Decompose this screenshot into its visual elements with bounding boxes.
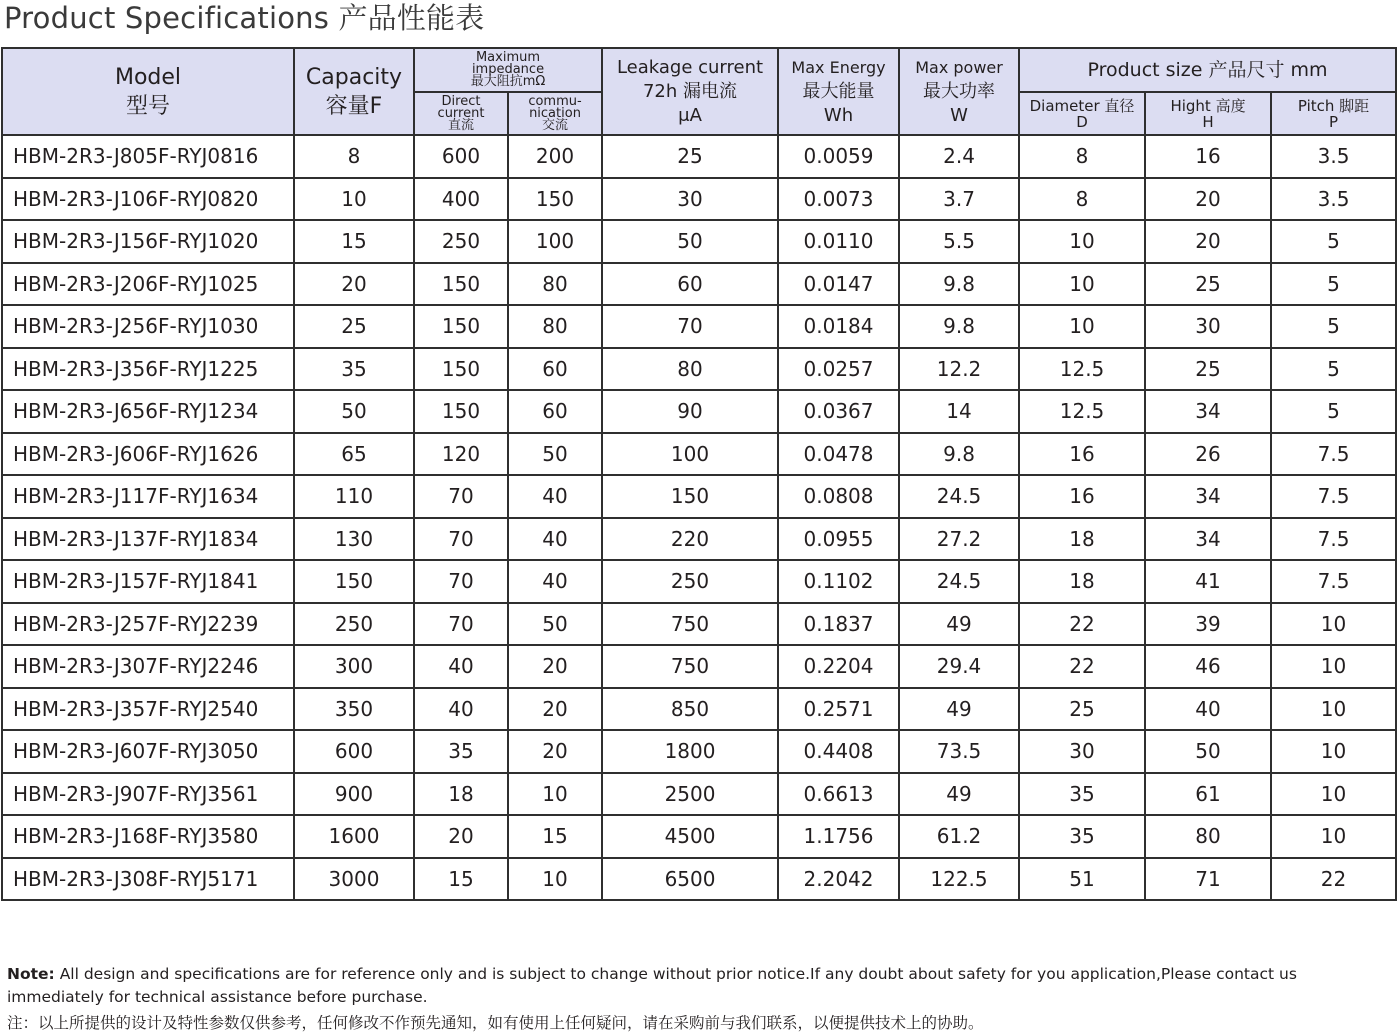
cell-capacity: 1600 — [294, 815, 414, 858]
cell-model: HBM-2R3-J106F-RYJ0820 — [2, 178, 294, 221]
cell-model: HBM-2R3-J907F-RYJ3561 — [2, 773, 294, 816]
cell-energy: 0.0110 — [778, 220, 899, 263]
cell-capacity: 300 — [294, 645, 414, 688]
cell-energy: 0.4408 — [778, 730, 899, 773]
header-leakage-cn: 72h 漏电流 — [642, 80, 738, 102]
cell-impedance-ac: 10 — [508, 858, 602, 901]
header-height-symbol: H — [1202, 112, 1214, 131]
cell-impedance-dc: 40 — [414, 645, 508, 688]
page-title: Product Specifications 产品性能表 — [4, 1, 485, 35]
cell-pitch: 7.5 — [1271, 518, 1396, 561]
spec-table — [1, 47, 1397, 901]
cell-energy: 0.0257 — [778, 348, 899, 391]
header-height-label: Hight 高度 — [1170, 96, 1246, 115]
cell-diameter: 18 — [1019, 518, 1145, 561]
table-row — [2, 815, 1396, 858]
cell-capacity: 600 — [294, 730, 414, 773]
table-row — [2, 433, 1396, 476]
cell-capacity: 110 — [294, 475, 414, 518]
cell-impedance-ac: 20 — [508, 688, 602, 731]
cell-power: 9.8 — [899, 263, 1019, 306]
cell-diameter: 18 — [1019, 560, 1145, 603]
cell-capacity: 10 — [294, 178, 414, 221]
cell-model: HBM-2R3-J307F-RYJ2246 — [2, 645, 294, 688]
cell-capacity: 8 — [294, 135, 414, 178]
cell-impedance-dc: 600 — [414, 135, 508, 178]
cell-model: HBM-2R3-J256F-RYJ1030 — [2, 305, 294, 348]
table-row — [2, 518, 1396, 561]
cell-energy: 0.2571 — [778, 688, 899, 731]
cell-impedance-dc: 70 — [414, 475, 508, 518]
cell-diameter: 16 — [1019, 433, 1145, 476]
cell-power: 27.2 — [899, 518, 1019, 561]
table-row — [2, 305, 1396, 348]
header-impedance — [414, 48, 602, 92]
cell-capacity: 65 — [294, 433, 414, 476]
cell-diameter: 22 — [1019, 645, 1145, 688]
cell-impedance-dc: 250 — [414, 220, 508, 263]
table-row — [2, 688, 1396, 731]
header-model-cn: 型号 — [125, 93, 170, 119]
cell-model: HBM-2R3-J606F-RYJ1626 — [2, 433, 294, 476]
cell-pitch: 10 — [1271, 645, 1396, 688]
cell-pitch: 7.5 — [1271, 433, 1396, 476]
cell-impedance-dc: 70 — [414, 560, 508, 603]
cell-diameter: 10 — [1019, 220, 1145, 263]
cell-model: HBM-2R3-J137F-RYJ1834 — [2, 518, 294, 561]
cell-pitch: 5 — [1271, 305, 1396, 348]
cell-impedance-dc: 400 — [414, 178, 508, 221]
header-leakage-unit: μA — [678, 104, 702, 126]
cell-capacity: 35 — [294, 348, 414, 391]
note-text-en: All design and specifications are for reference only and is subject to change without prior notice.If any doubt about safety for you application,Please contact us immediately for technical assistance before purchase. — [7, 965, 1297, 1006]
header-pitch-label: Pitch 脚距 — [1297, 96, 1370, 115]
cell-power: 9.8 — [899, 433, 1019, 476]
cell-energy: 0.2204 — [778, 645, 899, 688]
table-row — [2, 858, 1396, 901]
cell-pitch: 10 — [1271, 773, 1396, 816]
header-power — [899, 48, 1019, 135]
cell-diameter: 8 — [1019, 135, 1145, 178]
cell-model: HBM-2R3-J357F-RYJ2540 — [2, 688, 294, 731]
header-diameter — [1019, 92, 1145, 135]
cell-height: 26 — [1145, 433, 1271, 476]
cell-height: 39 — [1145, 603, 1271, 646]
header-impedance-dc — [414, 92, 508, 135]
cell-height: 34 — [1145, 518, 1271, 561]
header-pitch — [1271, 92, 1396, 135]
header-product-size — [1019, 48, 1396, 92]
cell-power: 24.5 — [899, 475, 1019, 518]
cell-impedance-ac: 60 — [508, 390, 602, 433]
cell-impedance-ac: 20 — [508, 645, 602, 688]
cell-height: 34 — [1145, 390, 1271, 433]
cell-pitch: 5 — [1271, 220, 1396, 263]
cell-capacity: 900 — [294, 773, 414, 816]
header-dc-line2: current — [437, 105, 485, 121]
cell-power: 49 — [899, 603, 1019, 646]
cell-power: 5.5 — [899, 220, 1019, 263]
cell-pitch: 3.5 — [1271, 178, 1396, 221]
header-energy — [778, 48, 899, 135]
cell-power: 122.5 — [899, 858, 1019, 901]
cell-pitch: 5 — [1271, 263, 1396, 306]
cell-capacity: 50 — [294, 390, 414, 433]
cell-leakage: 30 — [602, 178, 778, 221]
cell-power: 61.2 — [899, 815, 1019, 858]
cell-leakage: 2500 — [602, 773, 778, 816]
cell-capacity: 25 — [294, 305, 414, 348]
table-row — [2, 475, 1396, 518]
cell-height: 80 — [1145, 815, 1271, 858]
cell-impedance-dc: 150 — [414, 348, 508, 391]
cell-diameter: 51 — [1019, 858, 1145, 901]
cell-height: 20 — [1145, 220, 1271, 263]
cell-power: 49 — [899, 773, 1019, 816]
cell-leakage: 750 — [602, 645, 778, 688]
cell-energy: 1.1756 — [778, 815, 899, 858]
cell-pitch: 10 — [1271, 730, 1396, 773]
table-row — [2, 178, 1396, 221]
cell-pitch: 7.5 — [1271, 475, 1396, 518]
header-energy-en: Max Energy — [791, 57, 886, 77]
header-diameter-label: Diameter 直径 — [1029, 96, 1135, 115]
cell-impedance-ac: 150 — [508, 178, 602, 221]
header-leakage-en: Leakage current — [616, 56, 764, 78]
cell-impedance-ac: 40 — [508, 475, 602, 518]
cell-energy: 0.0059 — [778, 135, 899, 178]
cell-leakage: 750 — [602, 603, 778, 646]
header-ac-line2: nication — [529, 105, 581, 121]
cell-impedance-ac: 10 — [508, 773, 602, 816]
header-diameter-symbol: D — [1076, 112, 1088, 131]
cell-leakage: 50 — [602, 220, 778, 263]
cell-energy: 0.0808 — [778, 475, 899, 518]
cell-pitch: 22 — [1271, 858, 1396, 901]
header-model-en: Model — [114, 64, 182, 90]
cell-energy: 0.0478 — [778, 433, 899, 476]
note-label: Note: — [7, 965, 55, 983]
table-row — [2, 645, 1396, 688]
header-impedance-line3: 最大阻抗mΩ — [470, 74, 546, 89]
cell-energy: 0.1102 — [778, 560, 899, 603]
cell-impedance-dc: 70 — [414, 518, 508, 561]
cell-impedance-ac: 50 — [508, 433, 602, 476]
cell-impedance-ac: 80 — [508, 305, 602, 348]
cell-power: 73.5 — [899, 730, 1019, 773]
cell-capacity: 350 — [294, 688, 414, 731]
cell-model: HBM-2R3-J607F-RYJ3050 — [2, 730, 294, 773]
cell-height: 34 — [1145, 475, 1271, 518]
cell-capacity: 3000 — [294, 858, 414, 901]
cell-height: 50 — [1145, 730, 1271, 773]
cell-impedance-ac: 60 — [508, 348, 602, 391]
cell-pitch: 10 — [1271, 688, 1396, 731]
cell-diameter: 10 — [1019, 305, 1145, 348]
cell-leakage: 60 — [602, 263, 778, 306]
cell-height: 25 — [1145, 263, 1271, 306]
cell-model: HBM-2R3-J206F-RYJ1025 — [2, 263, 294, 306]
cell-power: 24.5 — [899, 560, 1019, 603]
header-impedance-ac — [508, 92, 602, 135]
cell-height: 40 — [1145, 688, 1271, 731]
header-capacity-cn: 容量F — [325, 93, 383, 119]
cell-impedance-dc: 40 — [414, 688, 508, 731]
cell-model: HBM-2R3-J157F-RYJ1841 — [2, 560, 294, 603]
cell-model: HBM-2R3-J356F-RYJ1225 — [2, 348, 294, 391]
table-row — [2, 560, 1396, 603]
table-row — [2, 220, 1396, 263]
cell-impedance-ac: 40 — [508, 518, 602, 561]
cell-power: 49 — [899, 688, 1019, 731]
note-text-cn: 注：以上所提供的设计及特性参数仅供参考，任何修改不作预先通知，如有使用上任何疑问，请在采购前与我们联系，以便提供技术上的协助。 — [7, 1014, 984, 1032]
cell-pitch: 10 — [1271, 815, 1396, 858]
cell-energy: 0.0955 — [778, 518, 899, 561]
table-row — [2, 390, 1396, 433]
cell-impedance-ac: 20 — [508, 730, 602, 773]
header-capacity-en: Capacity — [305, 64, 403, 90]
cell-energy: 0.0073 — [778, 178, 899, 221]
cell-model: HBM-2R3-J257F-RYJ2239 — [2, 603, 294, 646]
cell-diameter: 16 — [1019, 475, 1145, 518]
cell-diameter: 12.5 — [1019, 348, 1145, 391]
cell-impedance-ac: 15 — [508, 815, 602, 858]
table-row — [2, 603, 1396, 646]
table-row — [2, 135, 1396, 178]
header-power-unit: W — [950, 104, 968, 126]
cell-pitch: 10 — [1271, 603, 1396, 646]
cell-impedance-dc: 150 — [414, 305, 508, 348]
cell-energy: 0.6613 — [778, 773, 899, 816]
cell-power: 14 — [899, 390, 1019, 433]
cell-leakage: 850 — [602, 688, 778, 731]
cell-diameter: 22 — [1019, 603, 1145, 646]
cell-pitch: 5 — [1271, 390, 1396, 433]
cell-leakage: 250 — [602, 560, 778, 603]
cell-power: 29.4 — [899, 645, 1019, 688]
header-model — [2, 48, 294, 135]
header-energy-unit: Wh — [823, 104, 854, 126]
cell-impedance-dc: 150 — [414, 390, 508, 433]
cell-diameter: 35 — [1019, 773, 1145, 816]
cell-diameter: 30 — [1019, 730, 1145, 773]
note-block — [7, 963, 1397, 1035]
cell-energy: 2.2042 — [778, 858, 899, 901]
cell-leakage: 80 — [602, 348, 778, 391]
cell-energy: 0.0184 — [778, 305, 899, 348]
cell-model: HBM-2R3-J308F-RYJ5171 — [2, 858, 294, 901]
cell-leakage: 25 — [602, 135, 778, 178]
cell-impedance-ac: 100 — [508, 220, 602, 263]
cell-height: 16 — [1145, 135, 1271, 178]
header-dc-line1: Direct — [441, 93, 481, 109]
cell-model: HBM-2R3-J117F-RYJ1634 — [2, 475, 294, 518]
cell-impedance-ac: 40 — [508, 560, 602, 603]
header-ac-line3: 交流 — [542, 117, 569, 133]
cell-capacity: 150 — [294, 560, 414, 603]
cell-impedance-dc: 120 — [414, 433, 508, 476]
cell-capacity: 130 — [294, 518, 414, 561]
cell-power: 9.8 — [899, 305, 1019, 348]
cell-impedance-dc: 15 — [414, 858, 508, 901]
header-impedance-line2: impedance — [471, 62, 545, 77]
table-row — [2, 773, 1396, 816]
cell-energy: 0.0147 — [778, 263, 899, 306]
cell-height: 46 — [1145, 645, 1271, 688]
cell-energy: 0.1837 — [778, 603, 899, 646]
cell-diameter: 35 — [1019, 815, 1145, 858]
header-impedance-line1: Maximum — [475, 50, 541, 65]
cell-pitch: 5 — [1271, 348, 1396, 391]
cell-leakage: 4500 — [602, 815, 778, 858]
cell-diameter: 10 — [1019, 263, 1145, 306]
cell-impedance-dc: 70 — [414, 603, 508, 646]
cell-power: 12.2 — [899, 348, 1019, 391]
cell-capacity: 250 — [294, 603, 414, 646]
cell-impedance-dc: 150 — [414, 263, 508, 306]
cell-leakage: 1800 — [602, 730, 778, 773]
cell-leakage: 6500 — [602, 858, 778, 901]
cell-capacity: 20 — [294, 263, 414, 306]
cell-leakage: 70 — [602, 305, 778, 348]
header-height — [1145, 92, 1271, 135]
header-energy-cn: 最大能量 — [802, 80, 875, 102]
cell-height: 61 — [1145, 773, 1271, 816]
cell-model: HBM-2R3-J168F-RYJ3580 — [2, 815, 294, 858]
cell-impedance-dc: 20 — [414, 815, 508, 858]
header-leakage — [602, 48, 778, 135]
cell-height: 25 — [1145, 348, 1271, 391]
table-row — [2, 263, 1396, 306]
cell-pitch: 3.5 — [1271, 135, 1396, 178]
cell-height: 71 — [1145, 858, 1271, 901]
cell-leakage: 150 — [602, 475, 778, 518]
cell-model: HBM-2R3-J805F-RYJ0816 — [2, 135, 294, 178]
cell-diameter: 25 — [1019, 688, 1145, 731]
cell-leakage: 220 — [602, 518, 778, 561]
cell-leakage: 100 — [602, 433, 778, 476]
header-power-en: Max power — [915, 57, 1003, 77]
cell-power: 3.7 — [899, 178, 1019, 221]
cell-model: HBM-2R3-J156F-RYJ1020 — [2, 220, 294, 263]
table-row — [2, 730, 1396, 773]
cell-impedance-ac: 200 — [508, 135, 602, 178]
cell-power: 2.4 — [899, 135, 1019, 178]
cell-model: HBM-2R3-J656F-RYJ1234 — [2, 390, 294, 433]
cell-leakage: 90 — [602, 390, 778, 433]
cell-energy: 0.0367 — [778, 390, 899, 433]
table-row — [2, 348, 1396, 391]
cell-height: 30 — [1145, 305, 1271, 348]
header-product-size-label: Product size 产品尺寸 mm — [1087, 59, 1328, 81]
header-dc-line3: 直流 — [447, 117, 474, 133]
cell-pitch: 7.5 — [1271, 560, 1396, 603]
cell-impedance-dc: 18 — [414, 773, 508, 816]
header-pitch-symbol: P — [1329, 112, 1339, 131]
cell-impedance-ac: 80 — [508, 263, 602, 306]
header-ac-line1: commu- — [528, 93, 582, 109]
cell-diameter: 12.5 — [1019, 390, 1145, 433]
table-header — [2, 48, 1396, 135]
table-body — [2, 135, 1396, 900]
cell-impedance-dc: 35 — [414, 730, 508, 773]
header-capacity — [294, 48, 414, 135]
cell-diameter: 8 — [1019, 178, 1145, 221]
cell-capacity: 15 — [294, 220, 414, 263]
cell-height: 20 — [1145, 178, 1271, 221]
header-power-cn: 最大功率 — [923, 80, 996, 102]
cell-height: 41 — [1145, 560, 1271, 603]
cell-impedance-ac: 50 — [508, 603, 602, 646]
